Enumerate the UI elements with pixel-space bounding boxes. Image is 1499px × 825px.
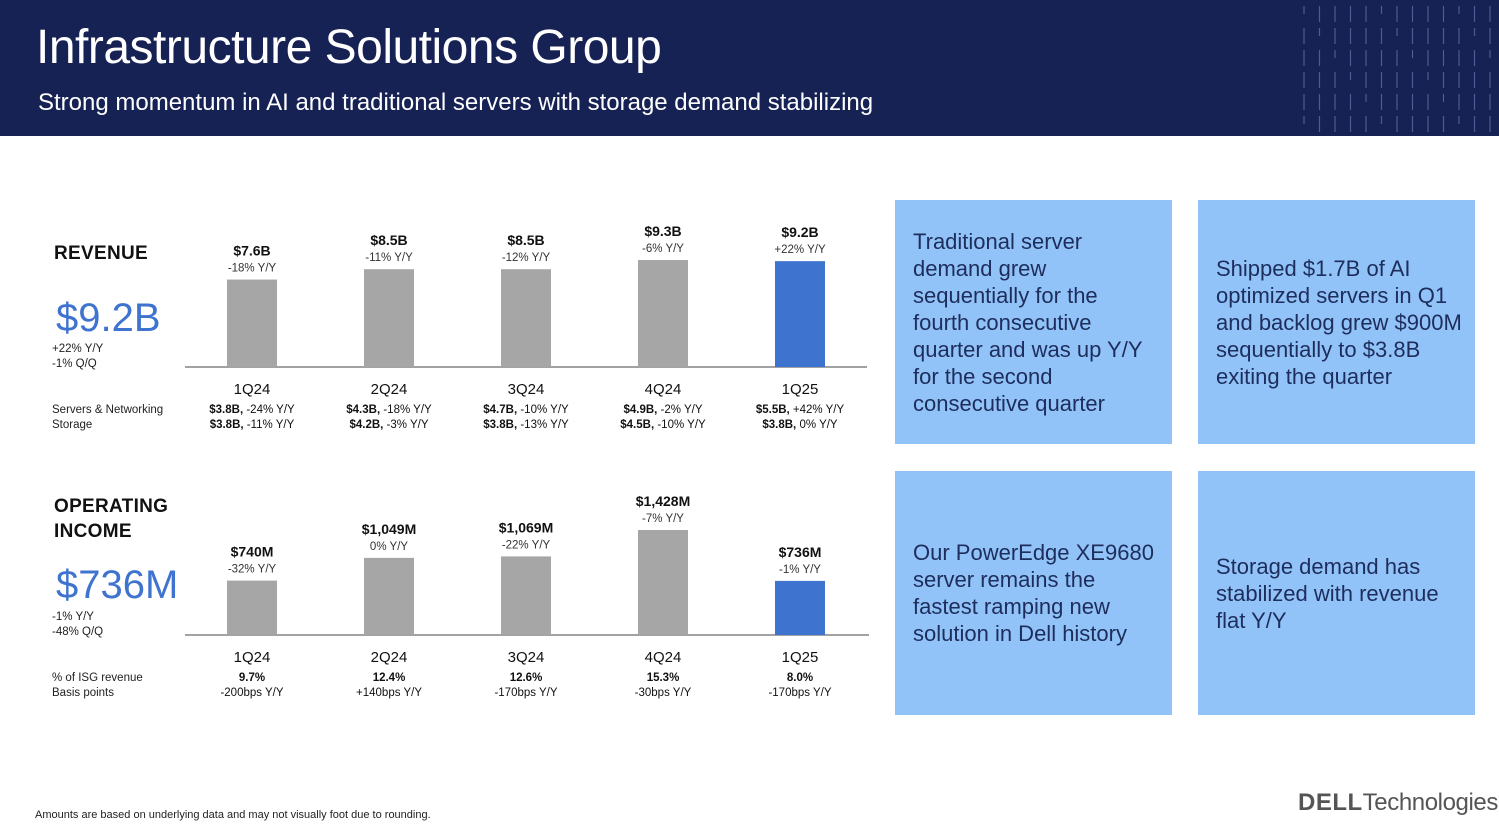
oi-bar-4Q24 — [638, 530, 688, 635]
revenue-yoy-label: -6% Y/Y — [642, 243, 684, 255]
dell-technologies-logo — [1298, 789, 1498, 817]
revenue-value-label: $8.5B — [507, 232, 545, 249]
cell-change: -2% Y/Y — [657, 404, 703, 416]
header-line-pattern — [1300, 0, 1499, 136]
cell-change: -18% Y/Y — [380, 404, 432, 416]
oi-category-label: 2Q24 — [370, 649, 408, 666]
basis-points-cell: +140bps Y/Y — [356, 687, 422, 699]
oi-table-labels — [52, 671, 143, 701]
servers-networking-label: Servers & Networking — [52, 404, 164, 416]
oi-category-label: 1Q24 — [233, 649, 271, 666]
basis-points-cell: -170bps Y/Y — [768, 687, 832, 699]
cell-value: $4.7B, — [483, 404, 518, 416]
cell-change: -11% Y/Y — [243, 419, 295, 431]
page-subtitle: Strong momentum in AI and traditional servers with storage demand stabilizing — [38, 89, 874, 116]
oi-value-label: $736M — [778, 543, 822, 560]
storage-label: Storage — [52, 419, 93, 431]
highlight-card-traditional-servers — [895, 200, 1172, 444]
cell-value: $3.8B, — [483, 419, 518, 431]
oi-yoy-label: -1% Y/Y — [779, 563, 821, 576]
cell-value: $3.8B, — [209, 404, 244, 416]
operating-income-yoy: -1% Y/Y — [52, 611, 94, 623]
oi-value-label: $1,069M — [498, 519, 554, 536]
revenue-value-label: $9.2B — [781, 224, 819, 241]
oi-bar-3Q24 — [501, 556, 551, 635]
revenue-yoy: +22% Y/Y — [52, 343, 104, 355]
card-text: Storage demand has stabilized with revenue flat Y/Y — [1216, 553, 1439, 633]
cell-value: $3.8B, — [762, 419, 797, 431]
oi-yoy-label: -32% Y/Y — [227, 563, 277, 576]
card-text: Traditional server demand grew sequentially for the fourth consecutive quarter and was up Y/Y for the second consecutive quarter — [913, 228, 1143, 416]
cell-value: $4.3B, — [346, 404, 381, 416]
revenue-category-label: 1Q24 — [233, 381, 271, 398]
cell-value: $4.9B, — [623, 404, 658, 416]
cell-change: -24% Y/Y — [243, 404, 295, 416]
operating-income-big-value: $736M — [56, 563, 179, 607]
oi-yoy-label: -7% Y/Y — [642, 513, 684, 525]
oi-category-label: 3Q24 — [507, 649, 545, 666]
operating-income-qoq: -48% Q/Q — [52, 626, 104, 638]
pct-isg-revenue-cell: 12.6% — [509, 672, 543, 684]
revenue-yoy-label: -18% Y/Y — [227, 262, 277, 275]
oi-category-label: 4Q24 — [644, 649, 682, 666]
basis-points-label: Basis points — [52, 687, 115, 699]
logo-suffix: Technologies — [1362, 789, 1498, 816]
cell-value: $4.2B, — [349, 419, 384, 431]
page-title: Infrastructure Solutions Group — [36, 21, 662, 74]
revenue-big-value: $9.2B — [56, 296, 161, 340]
oi-value-label: $1,049M — [361, 520, 417, 537]
revenue-category-label: 1Q25 — [781, 381, 819, 398]
oi-bar-2Q24 — [364, 558, 414, 635]
operating-income-label-line2: INCOME — [54, 521, 132, 542]
revenue-category-label: 2Q24 — [370, 381, 408, 398]
card-text: Our PowerEdge XE9680 server remains the fastest ramping new solution in Dell history — [913, 540, 1154, 646]
pct-isg-revenue-cell: 8.0% — [786, 672, 814, 684]
revenue-value-label: $7.6B — [233, 242, 271, 259]
basis-points-cell: -170bps Y/Y — [494, 687, 558, 699]
cell-change: -13% Y/Y — [517, 419, 569, 431]
cell-change: -10% Y/Y — [517, 404, 569, 416]
revenue-category-label: 3Q24 — [507, 381, 545, 398]
highlight-card-storage — [1198, 471, 1475, 715]
pct-isg-revenue-cell: 12.4% — [372, 672, 406, 684]
logo-brand: DELL — [1298, 789, 1363, 816]
revenue-qoq: -1% Q/Q — [52, 358, 97, 370]
footnote: Amounts are based on underlying data and may not visually foot due to rounding. — [35, 809, 431, 821]
cell-change: +42% Y/Y — [789, 404, 845, 416]
oi-value-label: $1,428M — [635, 493, 691, 509]
revenue-yoy-label: -12% Y/Y — [501, 252, 551, 265]
oi-category-label: 1Q25 — [781, 649, 819, 666]
operating-income-bar-chart — [0, 0, 880, 680]
highlight-card-ai-servers — [1198, 200, 1475, 444]
basis-points-cell: -30bps Y/Y — [634, 687, 692, 699]
oi-yoy-label: -22% Y/Y — [501, 539, 551, 552]
cell-value: $3.8B, — [209, 419, 244, 431]
revenue-value-label: $8.5B — [370, 232, 408, 249]
basis-points-cell: -200bps Y/Y — [220, 687, 284, 699]
highlight-card-poweredge — [895, 471, 1172, 715]
revenue-yoy-label: -11% Y/Y — [365, 252, 413, 265]
revenue-value-label: $9.3B — [644, 223, 682, 239]
oi-value-label: $740M — [230, 543, 274, 560]
pct-isg-revenue-label: % of ISG revenue — [52, 672, 143, 684]
revenue-label: REVENUE — [54, 243, 148, 264]
operating-income-label-line1: OPERATING — [54, 496, 169, 517]
revenue-yoy-label: +22% Y/Y — [774, 244, 826, 257]
cell-value: $4.5B, — [620, 419, 655, 431]
oi-bar-1Q24 — [227, 581, 277, 635]
cell-change: 0% Y/Y — [796, 419, 838, 431]
revenue-category-label: 4Q24 — [644, 381, 682, 398]
oi-bar-1Q25 — [775, 581, 825, 635]
oi-yoy-label: 0% Y/Y — [369, 540, 409, 553]
cell-change: -3% Y/Y — [383, 419, 429, 431]
cell-change: -10% Y/Y — [654, 419, 706, 431]
pct-isg-revenue-cell: 9.7% — [238, 672, 266, 684]
cell-value: $5.5B, — [755, 404, 790, 416]
pct-isg-revenue-cell: 15.3% — [646, 672, 680, 684]
card-text: Shipped $1.7B of AI optimized servers in Q1 and backlog grew $900M sequentially to $3.8B exiting the quarter — [1216, 255, 1462, 389]
